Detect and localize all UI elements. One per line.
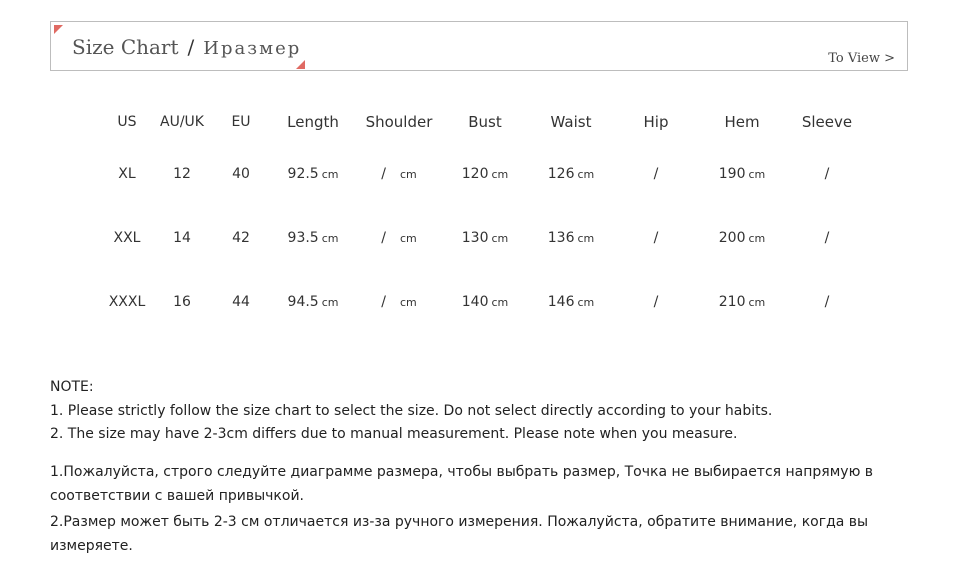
cell-length <box>277 270 349 334</box>
cell-eu: 44 <box>232 294 250 310</box>
notes-section <box>50 376 910 558</box>
waist-value: 146 <box>547 294 575 310</box>
table-header-row <box>95 102 861 142</box>
title-separator: / <box>187 35 195 59</box>
size-chart-header <box>50 21 908 71</box>
unit-label: cm <box>399 296 417 309</box>
bust-value: 130 <box>461 230 489 246</box>
cell-us: XXL <box>113 230 141 246</box>
unit-label: cm <box>491 296 509 309</box>
notes-english <box>50 376 910 447</box>
cell-hip: / <box>653 294 659 310</box>
cell-us: XL <box>118 166 136 182</box>
column-header: AU/UK <box>160 114 204 130</box>
column-header: Bust <box>468 113 502 131</box>
column-header: Length <box>287 113 339 131</box>
cell-bust <box>449 142 521 206</box>
cell-sleeve: / <box>824 294 830 310</box>
unit-label: cm <box>321 232 339 245</box>
corner-triangle-bottom <box>296 60 305 69</box>
unit-label: cm <box>748 232 766 245</box>
cell-hip: / <box>653 166 659 182</box>
size-table <box>95 102 861 334</box>
page-title <box>72 35 301 59</box>
hem-value: 190 <box>718 166 746 182</box>
table-row <box>95 270 861 334</box>
cell-shoulder <box>349 206 449 270</box>
length-value: 92.5 <box>287 166 319 182</box>
note-line: 2. The size may have 2-3cm differs due to manual measurement. Please note when you measure. <box>50 426 738 442</box>
unit-label: cm <box>577 168 595 181</box>
unit-label: cm <box>748 296 766 309</box>
bust-value: 140 <box>461 294 489 310</box>
note-line: 1. Please strictly follow the size chart to select the size. Do not select directly according to your habits. <box>50 402 773 419</box>
note-line-ru: 1.Пожалуйста, строго следуйте диаграмме размера, чтобы выбрать размер, Точка не выбирается напрямую в соответствии с вашей привычкой. <box>50 463 874 504</box>
unit-label: cm <box>577 232 595 245</box>
cell-sleeve: / <box>824 230 830 246</box>
cell-eu: 40 <box>232 166 250 182</box>
note-label: NOTE: <box>50 379 94 395</box>
column-header: Shoulder <box>365 113 433 131</box>
hem-value: 200 <box>718 230 746 246</box>
note-line-ru: 2.Размер может быть 2-3 см отличается из-за ручного измерения. Пожалуйста, обратите внимание, когда вы измеряете. <box>50 513 869 554</box>
notes-russian <box>50 460 910 558</box>
waist-value: 126 <box>547 166 575 182</box>
cell-auuk: 14 <box>173 230 191 246</box>
cell-bust <box>449 206 521 270</box>
cell-hem <box>691 206 793 270</box>
unit-label: cm <box>491 232 509 245</box>
column-header: EU <box>231 114 251 130</box>
cell-length <box>277 142 349 206</box>
cell-sleeve: / <box>824 166 830 182</box>
unit-label: cm <box>399 168 417 181</box>
column-header: Waist <box>550 113 592 131</box>
unit-label: cm <box>321 168 339 181</box>
length-value: 93.5 <box>287 230 319 246</box>
table-row <box>95 142 861 206</box>
cell-waist <box>521 142 621 206</box>
title-english: Size Chart <box>72 35 179 59</box>
cell-auuk: 16 <box>173 294 191 310</box>
unit-label: cm <box>399 232 417 245</box>
cell-bust <box>449 270 521 334</box>
unit-label: cm <box>491 168 509 181</box>
shoulder-value: / <box>381 294 386 310</box>
column-header: Hip <box>643 113 669 131</box>
cell-hem <box>691 270 793 334</box>
shoulder-value: / <box>381 230 386 246</box>
hem-value: 210 <box>718 294 746 310</box>
cell-hip: / <box>653 230 659 246</box>
bust-value: 120 <box>461 166 489 182</box>
unit-label: cm <box>748 168 766 181</box>
column-header: US <box>117 114 137 130</box>
cell-length <box>277 206 349 270</box>
unit-label: cm <box>321 296 339 309</box>
length-value: 94.5 <box>287 294 319 310</box>
cell-hem <box>691 142 793 206</box>
cell-waist <box>521 270 621 334</box>
unit-label: cm <box>577 296 595 309</box>
cell-shoulder <box>349 270 449 334</box>
cell-eu: 42 <box>232 230 250 246</box>
table-row <box>95 206 861 270</box>
column-header: Sleeve <box>801 113 853 131</box>
corner-triangle-top-left <box>54 25 63 34</box>
waist-value: 136 <box>547 230 575 246</box>
shoulder-value: / <box>381 166 386 182</box>
cell-auuk: 12 <box>173 166 191 182</box>
column-header: Hem <box>724 113 760 131</box>
cell-us: XXXL <box>108 294 146 310</box>
cell-shoulder <box>349 142 449 206</box>
to-view-link[interactable]: To View > <box>828 51 895 66</box>
title-russian: Иразмер <box>203 38 302 59</box>
cell-waist <box>521 206 621 270</box>
